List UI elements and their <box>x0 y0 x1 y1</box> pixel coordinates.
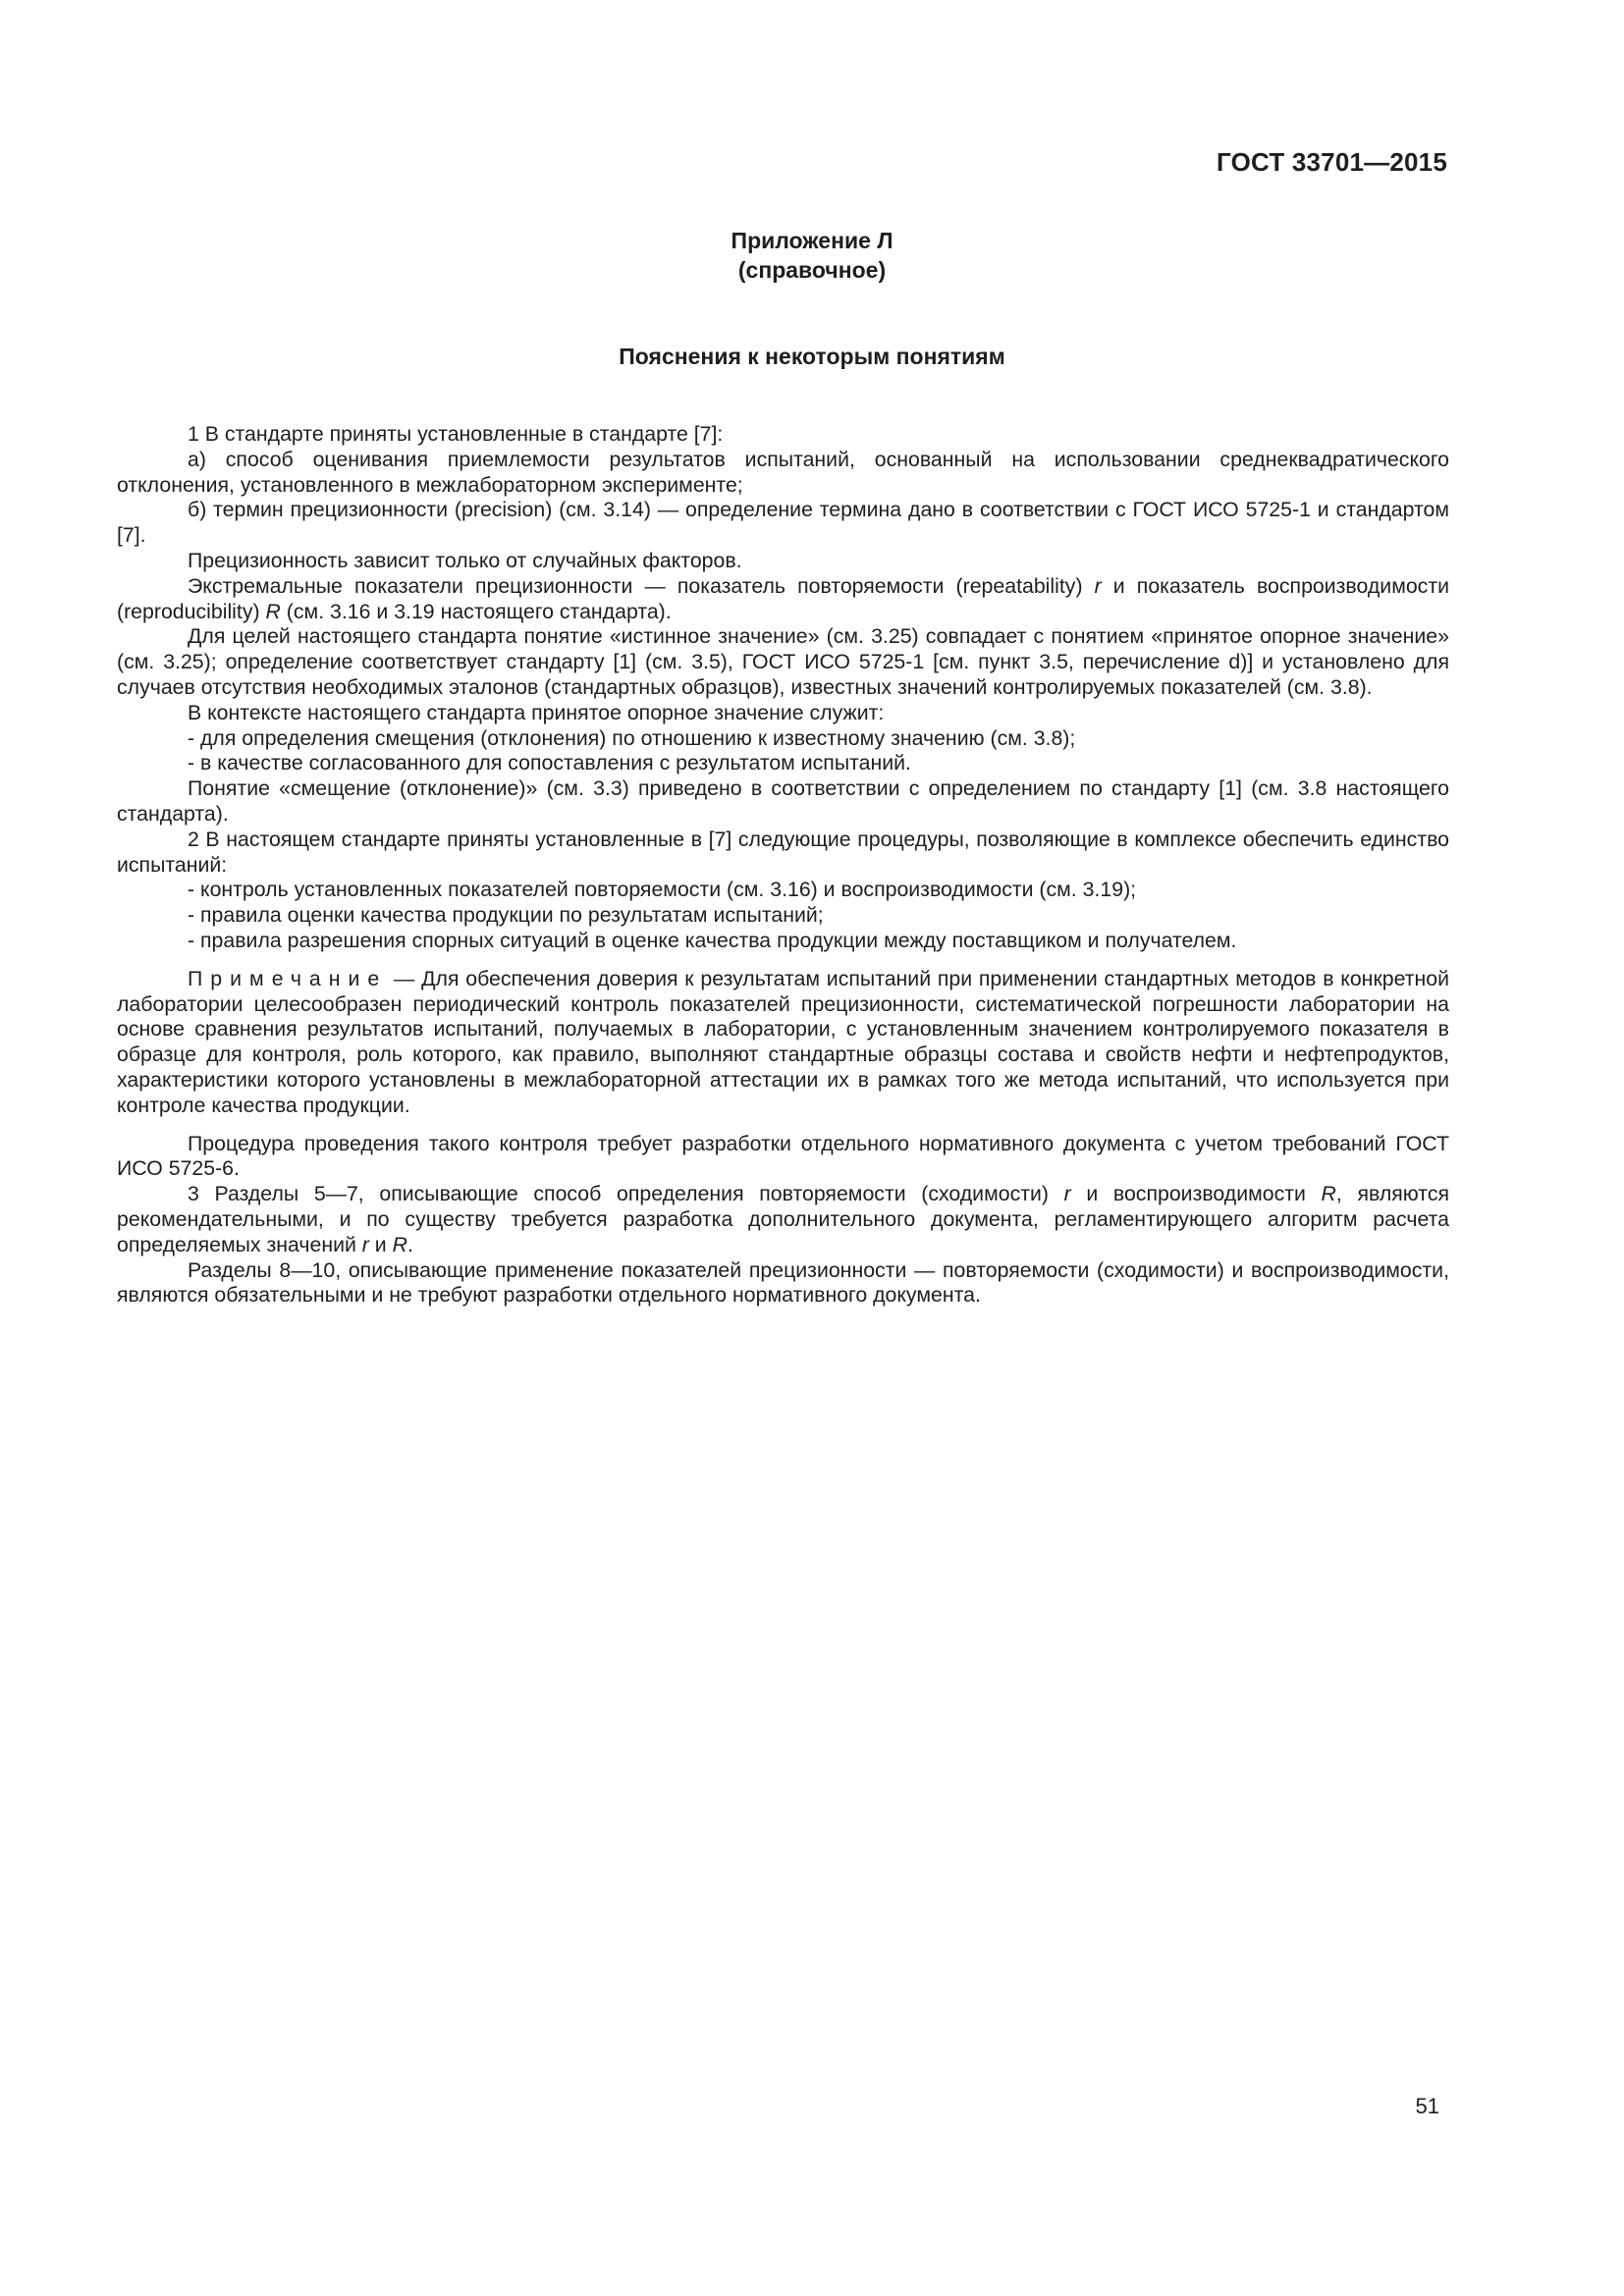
text-span: и воспроизводимости <box>1070 1182 1322 1206</box>
text-span: , являются рекомендательными, и по существу требуется разработка дополнительного документа, регламентирующего алгоритм расчета определяемых значений <box>117 1182 1449 1256</box>
note-text: — Для обеспечения доверия к результатам испытаний при применении стандартных методов в конкретной лаборатории целесообразен периодический контроль показателей прецизионности, систематической погрешности лаборатории на основе сравнения результатов испытаний, получаемых в лаборатории, с установленным значением контролируемого показателя в образце для контроля, роль которого, как правило, выполняют стандартные образцы состава и свойств нефти и нефтепродуктов, характеристики которого установлены в межлабораторной аттестации их в рамках того же метода испытаний, что используется при контроле качества продукции. <box>117 966 1449 1117</box>
symbol-r: r <box>1094 573 1102 598</box>
text-span: (см. 3.16 и 3.19 настоящего стандарта). <box>280 599 672 623</box>
paragraph: Разделы 8—10, описывающие применение показателей прецизионности — повторяемости (сходимости) и воспроизводимости, являются обязательными и не требуют разработки отдельного нормативного документа. <box>117 1257 1449 1308</box>
symbol-R: R <box>392 1232 408 1256</box>
paragraph: 1 В стандарте приняты установленные в стандарте [7]: <box>188 422 724 446</box>
symbol-r: r <box>1063 1182 1071 1206</box>
text-span: . <box>407 1232 413 1256</box>
list-item: - в качестве согласованного для сопоставления с результатом испытаний. <box>188 751 911 775</box>
list-item: - для определения смещения (отклонения) по отношению к известному значению (см. 3.8); <box>188 725 1076 750</box>
paragraph: Понятие «смещение (отклонение)» (см. 3.3) приведено в соответствии с определением по стандарту [1] (см. 3.8 настоящего стандарта). <box>117 776 1449 826</box>
body-text <box>117 422 1449 1308</box>
symbol-R: R <box>265 599 281 623</box>
appendix-subtitle: (справочное) <box>737 257 887 283</box>
page-number: 51 <box>1415 2094 1439 2118</box>
document-code: ГОСТ 33701—2015 <box>1217 147 1447 177</box>
paragraph: Процедура проведения такого контроля требует разработки отдельного нормативного документа с учетом требований ГОСТ ИСО 5725-6. <box>117 1131 1449 1181</box>
note-label: Примечание <box>188 966 388 990</box>
text-span: Экстремальные показатели прецизионности — показатель повторяемости (repeatability) <box>188 573 1095 598</box>
text-span: и <box>368 1232 393 1256</box>
paragraph: Для целей настоящего стандарта понятие «истинное значение» (см. 3.25) совпадает с понятием «принятое опорное значение» (см. 3.25); определение соответствует стандарту [1] (см. 3.5), ГОСТ ИСО 5725-1 [см. пункт 3.5, перечисление d)] и установлено для случаев отсутствия необходимых эталонов (стандартных образцов), известных значений контролируемых показателей (см. 3.8). <box>117 624 1449 699</box>
paragraph: а) способ оценивания приемлемости результатов испытаний, основанный на использовании среднеквадратического отклонения, установленного в межлабораторном эксперименте; <box>117 447 1449 497</box>
paragraph <box>117 1182 1449 1257</box>
list-item: - контроль установленных показателей повторяемости (см. 3.16) и воспроизводимости (см. 3.19); <box>188 878 1137 902</box>
symbol-R: R <box>1321 1182 1336 1206</box>
symbol-r: r <box>361 1232 369 1256</box>
appendix-title: Приложение Л <box>731 228 893 253</box>
note <box>117 967 1449 1119</box>
paragraph: б) термин прецизионности (precision) (см. 3.14) — определение термина дано в соответствии с ГОСТ ИСО 5725-1 и стандартом [7]. <box>117 498 1449 548</box>
list-item: - правила разрешения спорных ситуаций в оценке качества продукции между поставщиком и получателем. <box>188 928 1237 952</box>
paragraph <box>117 574 1449 625</box>
paragraph: В контексте настоящего стандарта принятое опорное значение служит: <box>188 700 885 724</box>
paragraph: 2 В настоящем стандарте приняты установленные в [7] следующие процедуры, позволяющие в комплексе обеспечить единство испытаний: <box>117 827 1449 877</box>
appendix-heading <box>0 226 1624 285</box>
text-span: 3 Разделы 5—7, описывающие способ определения повторяемости (сходимости) <box>188 1182 1064 1206</box>
section-title: Пояснения к некоторым понятиям <box>619 344 1005 369</box>
paragraph: Прецизионность зависит только от случайных факторов. <box>188 548 742 572</box>
text-span: и показатель воспроизводимости (reproducibility) <box>117 573 1449 623</box>
list-item: - правила оценки качества продукции по результатам испытаний; <box>188 903 824 928</box>
